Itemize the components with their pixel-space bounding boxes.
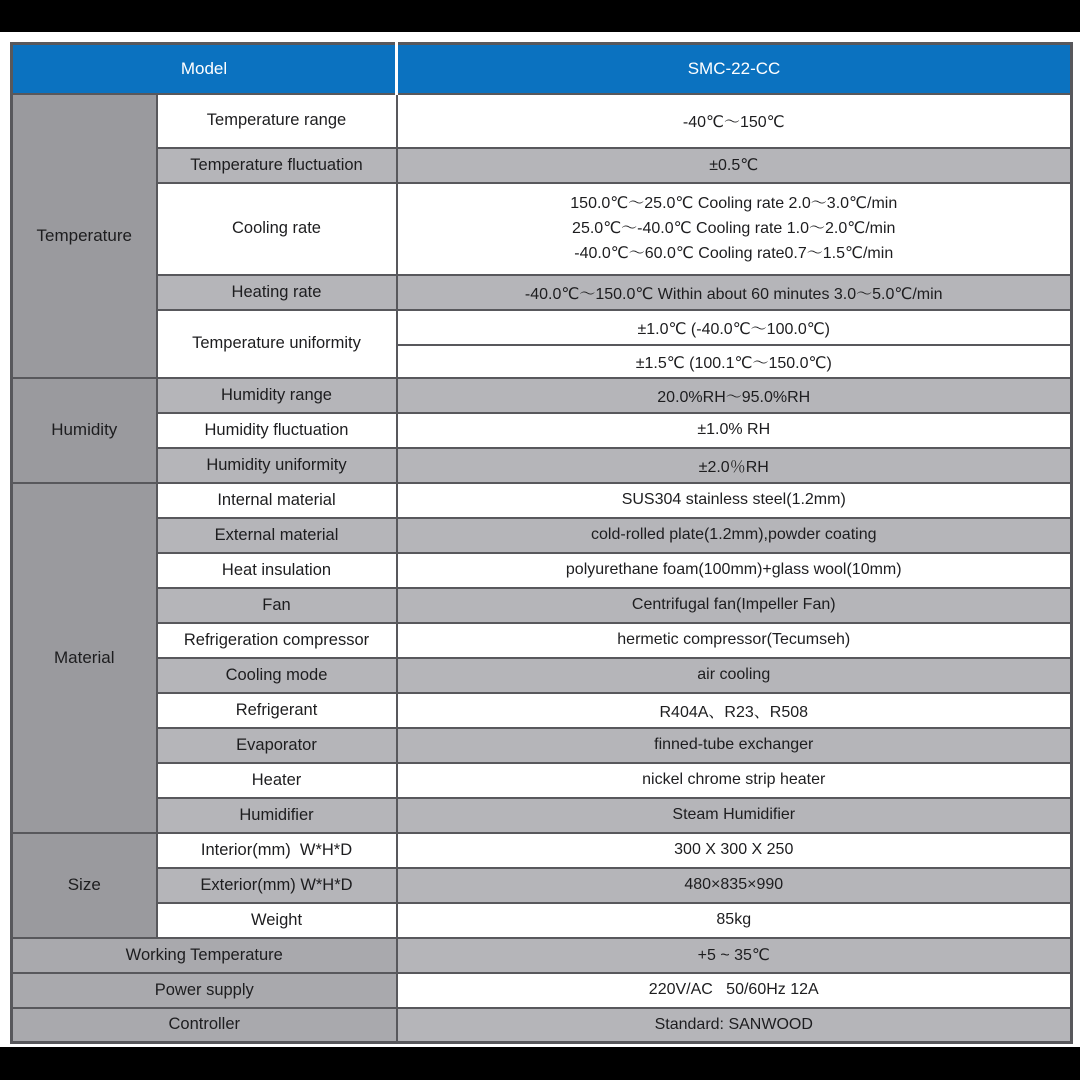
row-label: Humidity fluctuation [157, 413, 397, 448]
row-label: Humidity uniformity [157, 448, 397, 483]
row-label: Humidity range [157, 378, 397, 413]
row-label: Power supply [12, 973, 397, 1008]
row-value: Steam Humidifier [397, 798, 1072, 833]
table-row [12, 973, 1072, 1008]
cooling-rate-line-1: 150.0℃～25.0℃ Cooling rate 2.0～3.0℃/min [570, 195, 898, 212]
table-row [12, 763, 1072, 798]
row-value: Standard: SANWOOD [397, 1008, 1072, 1043]
row-label: Heating rate [157, 275, 397, 310]
header-row [12, 44, 1072, 94]
row-value: +5 ~ 35℃ [397, 938, 1072, 973]
table-row [12, 938, 1072, 973]
table-row [12, 693, 1072, 728]
row-label: Evaporator [157, 728, 397, 763]
table-row [12, 798, 1072, 833]
category-cell-humidity: Humidity [12, 378, 157, 483]
row-label: Exterior(mm) W*H*D [157, 868, 397, 903]
row-label: Cooling mode [157, 658, 397, 693]
table-row [12, 378, 1072, 413]
row-value: ±1.0% RH [397, 413, 1072, 448]
letterbox-top [0, 0, 1080, 32]
row-value: SUS304 stainless steel(1.2mm) [397, 483, 1072, 518]
table-row [12, 588, 1072, 623]
category-cell-size: Size [12, 833, 157, 938]
table-row [12, 518, 1072, 553]
table-row [12, 658, 1072, 693]
model-value-cell: SMC-22-CC [397, 44, 1072, 94]
table-row [12, 483, 1072, 518]
table-row [12, 728, 1072, 763]
row-value [397, 183, 1072, 275]
row-value: -40.0℃～150.0℃ Within about 60 minutes 3.0～5.0℃/min [397, 275, 1072, 310]
row-label: Humidifier [157, 798, 397, 833]
row-value: 220V/AC 50/60Hz 12A [397, 973, 1072, 1008]
row-label: Temperature uniformity [157, 310, 397, 378]
row-value: R404A、R23、R508 [397, 693, 1072, 728]
row-value: cold-rolled plate(1.2mm),powder coating [397, 518, 1072, 553]
table-row [12, 310, 1072, 345]
row-label: Heat insulation [157, 553, 397, 588]
row-label: External material [157, 518, 397, 553]
table-row [12, 448, 1072, 483]
row-value: -40℃～150℃ [397, 94, 1072, 148]
category-cell-material: Material [12, 483, 157, 833]
row-label: Temperature fluctuation [157, 148, 397, 183]
table-row [12, 1008, 1072, 1043]
row-value: 85kg [397, 903, 1072, 938]
table-row [12, 94, 1072, 148]
table-row [12, 868, 1072, 903]
table-row [12, 148, 1072, 183]
row-label: Refrigeration compressor [157, 623, 397, 658]
letterbox-bottom [0, 1047, 1080, 1080]
table-row [12, 183, 1072, 275]
cooling-rate-line-3: -40.0℃～60.0℃ Cooling rate0.7～1.5℃/min [574, 245, 894, 262]
table-row [12, 553, 1072, 588]
row-value: 300 X 300 X 250 [397, 833, 1072, 868]
row-label: Weight [157, 903, 397, 938]
row-value: polyurethane foam(100mm)+glass wool(10mm) [397, 553, 1072, 588]
table-row [12, 833, 1072, 868]
row-value: ±2.0％RH [397, 448, 1072, 483]
row-value: Centrifugal fan(Impeller Fan) [397, 588, 1072, 623]
row-value: ±0.5℃ [397, 148, 1072, 183]
row-value: hermetic compressor(Tecumseh) [397, 623, 1072, 658]
page-background [0, 32, 1080, 1047]
category-cell-temperature: Temperature [12, 94, 157, 378]
cooling-rate-line-2: 25.0℃～-40.0℃ Cooling rate 1.0～2.0℃/min [572, 220, 896, 237]
table-row [12, 413, 1072, 448]
row-value: ±1.5℃ (100.1℃～150.0℃) [397, 345, 1072, 378]
row-label: Heater [157, 763, 397, 798]
row-value: finned-tube exchanger [397, 728, 1072, 763]
spec-table [10, 42, 1073, 1044]
row-label: Fan [157, 588, 397, 623]
row-value: nickel chrome strip heater [397, 763, 1072, 798]
row-value: air cooling [397, 658, 1072, 693]
table-row [12, 275, 1072, 310]
row-label: Temperature range [157, 94, 397, 148]
row-label: Controller [12, 1008, 397, 1043]
row-label: Internal material [157, 483, 397, 518]
table-row [12, 903, 1072, 938]
model-header-cell: Model [12, 44, 397, 94]
row-value: 20.0%RH～95.0%RH [397, 378, 1072, 413]
row-label: Working Temperature [12, 938, 397, 973]
table-row [12, 623, 1072, 658]
row-label: Cooling rate [157, 183, 397, 275]
row-label: Refrigerant [157, 693, 397, 728]
row-value: ±1.0℃ (-40.0℃～100.0℃) [397, 310, 1072, 345]
row-label: Interior(mm) W*H*D [157, 833, 397, 868]
row-value: 480×835×990 [397, 868, 1072, 903]
